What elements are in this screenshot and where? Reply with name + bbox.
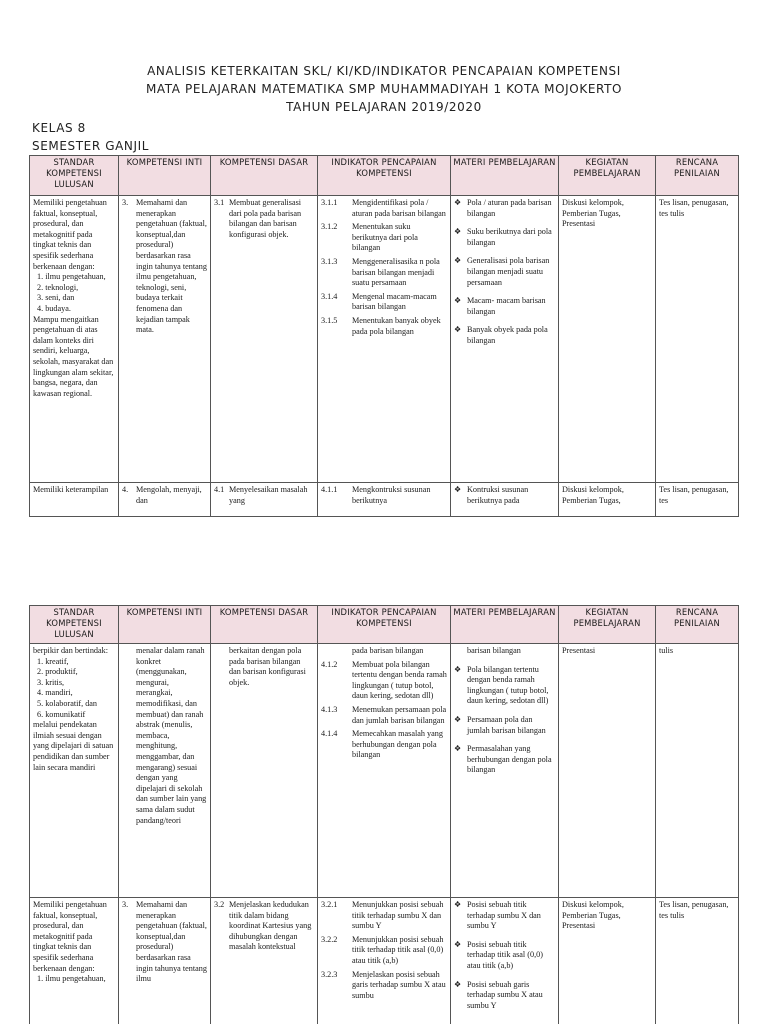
col-header-materi: MATERI PEMBELAJARAN <box>451 156 559 196</box>
analysis-table-page-2 <box>29 605 739 1024</box>
indikator-item: 4.1.2 Membuat pola bilangan tertentu dengan benda ramah lingkungan ( tutup botol, daun kering, sedotan dll) <box>321 659 447 701</box>
skl-list-item: 3. seni, dan <box>37 293 75 303</box>
diamond-bullet-icon: ❖ <box>454 485 462 494</box>
table-row <box>30 483 739 517</box>
diamond-bullet-icon: ❖ <box>454 664 462 674</box>
diamond-bullet-icon: ❖ <box>454 198 462 207</box>
kd-number: 3.2 <box>214 900 225 909</box>
ki-cell <box>119 483 211 517</box>
skl-intro: Memiliki pengetahuan faktual, konseptual, prosedural, dan metakognitif pada tingkat teknis dan spesifik sederhana berkenaan dengan: <box>33 900 107 973</box>
kd-text: Membuat generalisasi dari pola pada barisan bilangan dan barisan konfigurasi objek. <box>229 198 302 239</box>
analysis-table-page-1 <box>29 155 739 517</box>
table-row <box>30 196 739 483</box>
skl-list-item: 2. teknologi, <box>37 282 79 292</box>
kd-cell <box>211 196 318 483</box>
indikator-item: 4.1.3 Menemukan persamaan pola dan jumlah barisan bilangan <box>321 704 447 725</box>
skl-cell <box>30 196 119 483</box>
penilaian-cell: Tes lisan, penugasan, tes tulis <box>656 196 739 483</box>
ki-number: 4. <box>122 485 129 494</box>
skl-list <box>33 974 115 985</box>
materi-item: ❖ Posisi sebuah titik terhadap sumbu X dan sumbu Y <box>454 900 541 931</box>
diamond-bullet-icon: ❖ <box>454 325 462 335</box>
skl-list-item: 3. kritis, <box>37 677 65 687</box>
materi-item: ❖ Generalisasi pola barisan bilangan menjadi suatu persamaan <box>454 256 550 287</box>
materi-item: ❖ Posisi sebuah garis terhadap sumbu X atau sumbu Y <box>454 979 543 1010</box>
ki-number: 3. <box>122 900 129 909</box>
materi-cell <box>451 196 559 483</box>
indikator-item: 3.1.5 Menentukan banyak obyek pada pola bilangan <box>321 315 441 336</box>
diamond-bullet-icon: ❖ <box>454 227 462 237</box>
skl-list <box>33 657 115 721</box>
skl-list-item: 1. kreatif, <box>37 656 69 666</box>
document-title: ANALISIS KETERKAITAN SKL/ KI/KD/INDIKATOR PENCAPAIAN KOMPETENSI <box>147 64 621 78</box>
skl-list-item: 2. produktif, <box>37 667 78 677</box>
skl-cell <box>30 644 119 898</box>
ki-text: Memahami dan menerapkan pengetahuan (faktual, konseptual,dan prosedural) berdasarkan rasa ingin tahunya tentang ilmu <box>136 900 207 984</box>
kd-number: 4.1 <box>214 485 225 494</box>
indikator-item: 4.1.1 Mengkontruksi susunan berikutnya <box>321 485 431 505</box>
indikator-item: 3.2.1 Menunjukkan posisi sebuah titik terhadap sumbu X dan sumbu Y <box>321 900 444 931</box>
col-header-penilaian: RENCANA PENILAIAN <box>656 606 739 644</box>
skl-list-item: 1. ilmu pengetahuan, <box>37 974 106 984</box>
kd-cell <box>211 644 318 898</box>
kd-text: berkaitan dengan pola pada barisan bilangan dan barisan konfigurasi objek. <box>229 646 306 687</box>
skl-outro: melalui pendekatan ilmiah sesuai dengan yang dipelajari di satuan pendidikan dan sumber lain secara mandiri <box>33 720 114 772</box>
kd-text: Menjelaskan kedudukan titik dalam bidang koordinat Kartesius yang dihubungkan dengan masalah kontekstual <box>229 900 312 952</box>
col-header-kd: KOMPETENSI DASAR <box>211 156 318 196</box>
indikator-item: 3.2.3 Menjelaskan posisi sebuah garis terhadap sumbu X atau sumbu <box>321 969 446 1000</box>
penilaian-cell: tulis <box>656 644 739 898</box>
col-header-indikator: INDIKATOR PENCAPAIAN KOMPETENSI <box>318 606 451 644</box>
table-row <box>30 644 739 898</box>
skl-cell: Memiliki keterampilan <box>30 483 119 517</box>
ki-text: Mengolah, menyaji, dan <box>136 485 202 505</box>
kegiatan-cell: Diskusi kelompok, Pemberian Tugas, <box>559 483 656 517</box>
materi-continuation: barisan bilangan <box>467 646 521 655</box>
indikator-item: 3.1.2 Menentukan suku berikutnya dari pola bilangan <box>321 222 418 253</box>
diamond-bullet-icon: ❖ <box>454 900 462 909</box>
semester-label: SEMESTER GANJIL <box>32 139 150 153</box>
kd-cell <box>211 483 318 517</box>
materi-cell <box>451 483 559 517</box>
diamond-bullet-icon: ❖ <box>454 744 462 754</box>
col-header-kegiatan: KEGIATAN PEMBELAJARAN <box>559 606 656 644</box>
table-row <box>30 898 739 1024</box>
col-header-skl: STANDAR KOMPETENSI LULUSAN <box>30 606 119 644</box>
col-header-penilaian: RENCANA PENILAIAN <box>656 156 739 196</box>
materi-item: ❖ Macam- macam barisan bilangan <box>454 296 546 316</box>
materi-item: ❖ Suku berikutnya dari pola bilangan <box>454 227 552 247</box>
diamond-bullet-icon: ❖ <box>454 256 462 266</box>
indikator-item: 3.1.4 Mengenal macam-macam barisan bilangan <box>321 291 437 312</box>
ki-cell <box>119 644 211 898</box>
col-header-ki: KOMPETENSI INTI <box>119 606 211 644</box>
indikator-item: 3.2.2 Menunjukkan posisi sebuah titik terhadap titik asal (0,0) atau titik (a,b) <box>321 934 444 965</box>
kegiatan-cell: Diskusi kelompok, Pemberian Tugas, Presentasi <box>559 196 656 483</box>
indikator-item: 4.1.4 Memecahkan masalah yang berhubungan dengan pola bilangan <box>321 729 443 760</box>
document-header <box>0 62 768 116</box>
skl-list-item: 5. kolaboratif, dan <box>37 698 98 708</box>
indikator-item: 3.1.1 Mengidentifikasi pola / aturan pada barisan bilangan <box>321 198 446 218</box>
ki-text: Memahami dan menerapkan pengetahuan (faktual, konseptual,dan prosedural) berdasarkan rasa ingin tahunya tentang ilmu pengetahuan, teknologi, seni, budaya terkait fenomena dan kejadian tampak mata. <box>136 198 207 335</box>
materi-item: ❖ Pola / aturan pada barisan bilangan <box>454 198 552 218</box>
school-year: TAHUN PELAJARAN 2019/2020 <box>286 100 482 114</box>
col-header-ki: KOMPETENSI INTI <box>119 156 211 196</box>
indikator-cell <box>318 483 451 517</box>
kegiatan-cell: Presentasi <box>559 644 656 898</box>
col-header-kd: KOMPETENSI DASAR <box>211 606 318 644</box>
materi-item: ❖ Kontruksi susunan berikutnya pada <box>454 485 529 505</box>
table-header-row <box>30 156 739 196</box>
materi-item: ❖ Persamaan pola dan jumlah barisan bilangan <box>454 714 546 735</box>
class-label: KELAS 8 <box>32 121 86 135</box>
ki-cell <box>119 898 211 1024</box>
diamond-bullet-icon: ❖ <box>454 296 462 306</box>
skl-list-item: 6. komunikatif <box>37 709 86 719</box>
skl-list-item: 1. ilmu pengetahuan, <box>37 272 106 282</box>
indikator-item: 3.1.3 Menggeneralisasika n pola barisan bilangan menjadi suatu persamaan <box>321 256 440 288</box>
kegiatan-cell: Diskusi kelompok, Pemberian Tugas, Presentasi <box>559 898 656 1024</box>
materi-item: ❖ Banyak obyek pada pola bilangan <box>454 325 548 345</box>
skl-intro: berpikir dan bertindak: <box>33 646 109 655</box>
skl-intro: Memiliki pengetahuan faktual, konseptual, prosedural, dan metakognitif pada tingkat teknis dan spesifik sederhana berkenaan dengan: <box>33 198 107 271</box>
indikator-cell <box>318 196 451 483</box>
diamond-bullet-icon: ❖ <box>454 979 462 989</box>
penilaian-cell: Tes lisan, penugasan, tes tulis <box>656 898 739 1024</box>
materi-item: ❖ Pola bilangan tertentu dengan benda ramah lingkungan ( tutup botol, daun kering, sedotan dll) <box>454 664 549 706</box>
table-header-row <box>30 606 739 644</box>
skl-list-item: 4. budaya. <box>37 303 71 313</box>
kd-cell <box>211 898 318 1024</box>
diamond-bullet-icon: ❖ <box>454 714 462 724</box>
indikator-cell <box>318 898 451 1024</box>
skl-cell <box>30 898 119 1024</box>
ki-number: 3. <box>122 198 129 207</box>
indikator-cell <box>318 644 451 898</box>
kd-number: 3.1 <box>214 198 225 207</box>
materi-item: ❖ Posisi sebuah titik terhadap titik asal (0,0) atau titik (a,b) <box>454 939 543 970</box>
penilaian-cell: Tes lisan, penugasan, tes <box>656 483 739 517</box>
col-header-materi: MATERI PEMBELAJARAN <box>451 606 559 644</box>
materi-cell <box>451 898 559 1024</box>
materi-cell <box>451 644 559 898</box>
diamond-bullet-icon: ❖ <box>454 939 462 949</box>
skl-list-item: 4. mandiri, <box>37 688 73 698</box>
col-header-skl: STANDAR KOMPETENSI LULUSAN <box>30 156 119 196</box>
document-subtitle: MATA PELAJARAN MATEMATIKA SMP MUHAMMADIYAH 1 KOTA MOJOKERTO <box>145 82 623 96</box>
ki-text: menalar dalam ranah konkret (menggunakan, mengurai, merangkai, memodifikasi, dan membuat) dan ranah abstrak (menulis, membaca, menghitung, menggambar, dan mengarang) sesuai dengan yang dipelajari di sekolah dan sumber lain yang sama dalam sudut pandang/teori <box>136 646 207 825</box>
skl-list <box>33 272 115 314</box>
kd-text: Menyelesaikan masalah yang <box>229 485 308 505</box>
col-header-indikator: INDIKATOR PENCAPAIAN KOMPETENSI <box>318 156 451 196</box>
class-info <box>32 119 149 155</box>
skl-outro: Mampu mengaitkan pengetahuan di atas dalam konteks diri sendiri, keluarga, sekolah, masyarakat dan lingkungan alam sekitar, bangsa, negara, dan kawasan regional. <box>33 314 114 398</box>
col-header-kegiatan: KEGIATAN PEMBELAJARAN <box>559 156 656 196</box>
materi-item: ❖ Permasalahan yang berhubungan dengan pola bilangan <box>454 744 552 775</box>
ki-cell <box>119 196 211 483</box>
indikator-continuation: pada barisan bilangan <box>352 646 424 655</box>
